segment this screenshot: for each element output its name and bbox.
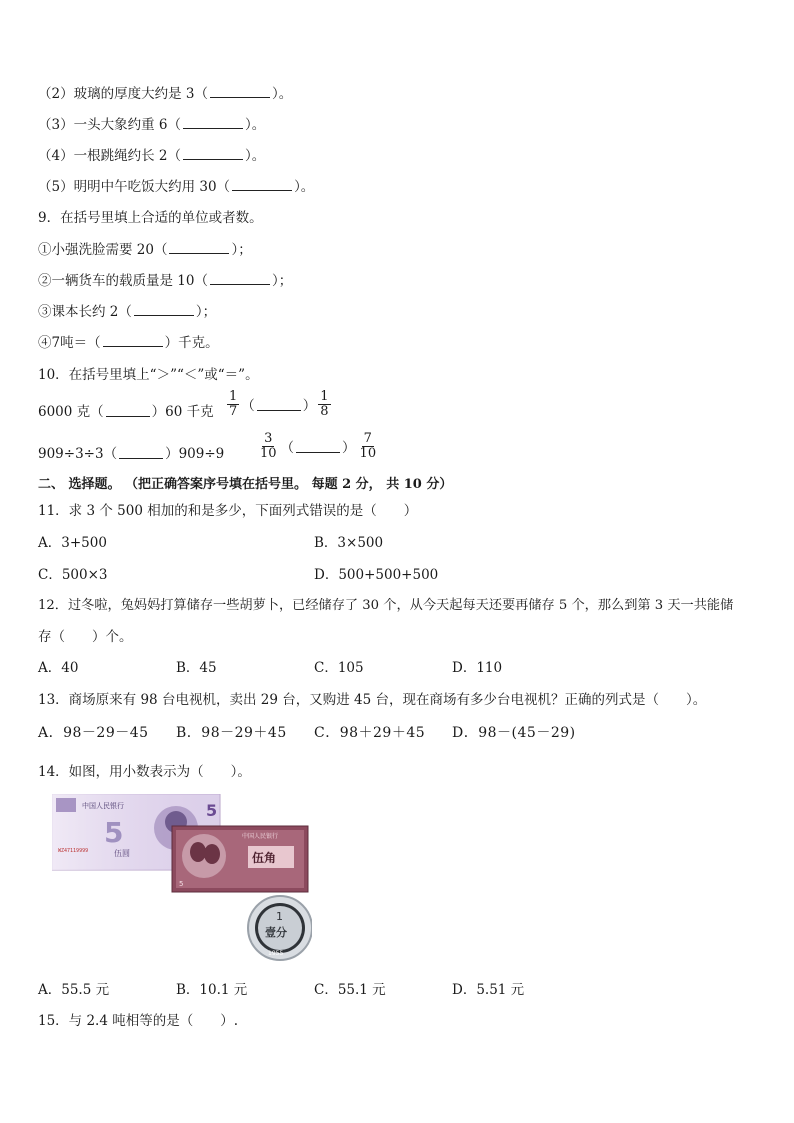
five-yuan-value: 5: [206, 801, 218, 820]
serial-number: WZ47119999: [58, 848, 89, 854]
coin-year: 1955: [268, 950, 284, 957]
answer-blank[interactable]: [183, 147, 243, 160]
q8-item-2-prefix: （2）玻璃的厚度大约是 3（: [38, 86, 208, 102]
q13-option-c[interactable]: C．98＋29＋45: [314, 725, 426, 741]
q10-row2-compare-a: [38, 442, 224, 462]
q8-item-4: [38, 144, 265, 164]
q13-stem: 13．商场原来有 98 台电视机，卖出 29 台，又购进 45 台，现在商场有多少台电视机？正确的列式是（ ）。: [38, 692, 707, 708]
coin-label: 壹分: [265, 926, 287, 939]
q9-item-4-suffix: ）千克。: [164, 335, 219, 351]
q9-item-3: [38, 300, 216, 320]
q14-option-c[interactable]: C．55.1 元: [314, 982, 386, 998]
section-2-title: 二、 选择题。 （把正确答案序号填在括号里。 每题 2 分， 共 10 分）: [38, 477, 453, 492]
fraction: [318, 390, 330, 418]
q9-item-3-suffix: ）；: [195, 304, 217, 320]
q8-item-5-suffix: ）。: [294, 179, 315, 195]
q10-row1-left-b: ）60 千克: [151, 404, 214, 420]
q10-row2-compare-b: [256, 432, 380, 460]
q13-option-d[interactable]: D．98－(45－29): [452, 725, 576, 741]
fraction-denominator: 7: [229, 403, 238, 419]
q9-item-4: [38, 331, 219, 351]
q13-option-b[interactable]: B．98－29＋45: [176, 725, 287, 741]
q8-item-5: [38, 175, 314, 195]
q12-option-a[interactable]: A．40: [38, 660, 79, 676]
answer-blank[interactable]: [257, 398, 301, 411]
answer-blank[interactable]: [210, 272, 270, 285]
answer-blank[interactable]: [106, 404, 150, 417]
answer-blank[interactable]: [183, 116, 243, 129]
q13-option-a[interactable]: A．98－29－45: [38, 725, 149, 741]
paren-open: （: [280, 440, 295, 457]
q8-item-2: [38, 82, 292, 102]
coin-value: 1: [276, 910, 283, 923]
five-yuan-label: 伍圆: [114, 849, 130, 858]
five-jiao-value: 5: [179, 880, 184, 888]
q11-option-b[interactable]: B．3×500: [314, 535, 384, 551]
fraction-denominator: 8: [320, 403, 329, 419]
q12-option-d[interactable]: D．110: [452, 660, 503, 676]
fraction-denominator: 10: [260, 445, 277, 461]
answer-blank[interactable]: [134, 303, 194, 316]
q14-option-b[interactable]: B．10.1 元: [176, 982, 248, 998]
fraction-numerator: 1: [320, 389, 329, 404]
answer-blank[interactable]: [232, 178, 292, 191]
answer-blank[interactable]: [119, 446, 163, 459]
q9-item-1-suffix: ）；: [231, 242, 252, 258]
q11-stem: 11．求 3 个 500 相加的和是多少，下面列式错误的是（ ）: [38, 503, 418, 519]
answer-blank[interactable]: [169, 241, 229, 254]
q8-item-3: [38, 113, 265, 133]
q10-row1-compare-a: [38, 400, 214, 420]
q9-item-2: [38, 269, 292, 289]
q9-item-2-suffix: ）；: [271, 273, 293, 289]
answer-blank[interactable]: [296, 440, 340, 453]
q11-option-a[interactable]: A．3+500: [38, 535, 107, 551]
fraction-numerator: 3: [264, 431, 273, 446]
paren-close: ）: [302, 398, 317, 415]
q9-item-1: [38, 238, 252, 258]
money-illustration: [52, 794, 312, 966]
q10-row2-left-b: ）909÷9: [165, 446, 225, 462]
answer-blank[interactable]: [103, 334, 163, 347]
paren-close: ）: [342, 440, 356, 457]
fraction-denominator: 10: [359, 445, 377, 461]
five-yuan-bank-name: 中国人民银行: [82, 802, 124, 810]
q10-row1-left-a: 6000 克（: [38, 404, 104, 420]
q12-option-c[interactable]: C．105: [314, 660, 364, 676]
paren-open: （: [241, 398, 255, 415]
five-yuan-watermark-value: 5: [104, 816, 124, 849]
fraction: [227, 390, 239, 418]
five-jiao-banknote: [172, 826, 308, 892]
q12-option-b[interactable]: B．45: [176, 660, 217, 676]
five-jiao-label: 伍角: [252, 851, 277, 865]
fraction: [358, 432, 379, 460]
fraction-numerator: 7: [363, 431, 372, 446]
q9-item-1-prefix: ①小强洗脸需要 20（: [38, 242, 168, 258]
q8-item-4-prefix: （4）一根跳绳约长 2（: [38, 148, 181, 164]
q10-row2-left-a: 909÷3÷3（: [38, 446, 118, 462]
fraction-numerator: 1: [229, 389, 238, 404]
q11-option-c[interactable]: C．500×3: [38, 567, 108, 583]
q10-title: 10．在括号里填上“＞”“＜”或“＝”。: [38, 367, 259, 383]
q9-item-4-prefix: ④7吨＝（: [38, 335, 101, 351]
q8-item-5-prefix: （5）明明中午吃饭大约用 30（: [38, 179, 231, 195]
q14-option-a[interactable]: A．55.5 元: [38, 982, 110, 998]
q11-option-d[interactable]: D．500+500+500: [314, 567, 439, 583]
answer-blank[interactable]: [210, 85, 270, 98]
q8-item-4-suffix: ）。: [244, 148, 266, 164]
q12-stem-line2: 存（ ）个。: [38, 629, 133, 645]
fraction: [258, 432, 279, 460]
q8-item-2-suffix: ）。: [271, 86, 293, 102]
q10-row1-compare-b: [225, 390, 333, 418]
one-fen-coin: [248, 896, 312, 960]
q15-stem: 15．与 2.4 吨相等的是（ ）.: [38, 1013, 239, 1029]
q12-stem-line1: 12．过冬啦，兔妈妈打算储存一些胡萝卜，已经储存了 30 个，从今天起每天还要再储存 5 个，那么到第 3 天一共能储: [38, 598, 734, 613]
q14-option-d[interactable]: D．5.51 元: [452, 982, 525, 998]
q14-stem: 14．如图，用小数表示为（ ）。: [38, 764, 251, 780]
q9-title: 9．在括号里填上合适的单位或者数。: [38, 210, 263, 226]
five-jiao-bank-name: 中国人民银行: [242, 833, 279, 840]
q8-item-3-suffix: ）。: [244, 117, 266, 133]
q9-item-2-prefix: ②一辆货车的载质量是 10（: [38, 273, 208, 289]
money-figure: [52, 794, 312, 966]
q9-item-3-prefix: ③课本长约 2（: [38, 304, 132, 320]
q8-item-3-prefix: （3）一头大象约重 6（: [38, 117, 181, 133]
